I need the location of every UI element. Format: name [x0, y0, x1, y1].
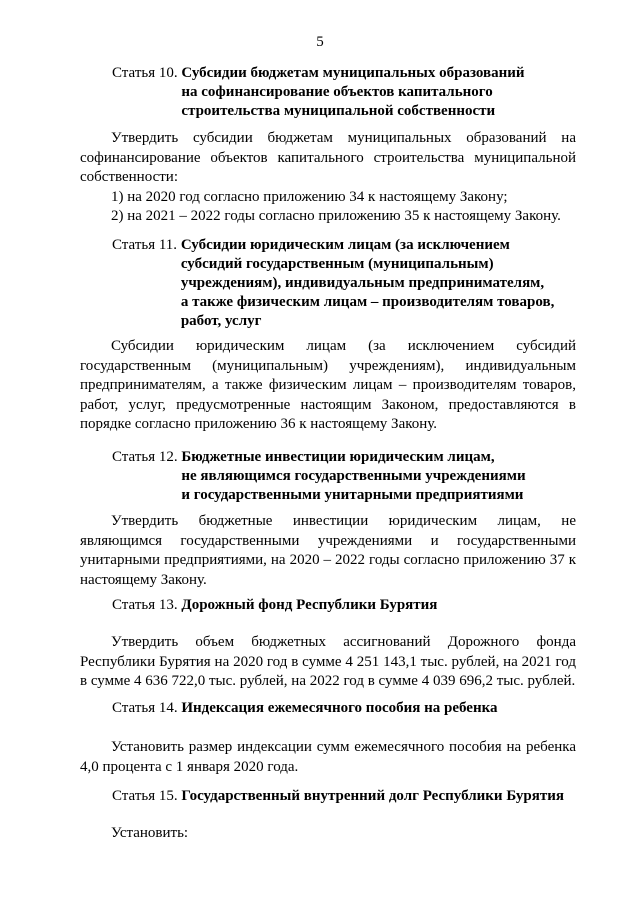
article-label: Статья 11.	[112, 237, 178, 253]
article-title	[181, 596, 437, 615]
article-title	[181, 699, 497, 718]
title-line: Дорожный фонд Республики Бурятия	[181, 597, 438, 613]
title-line: на софинансирование объектов капитального	[181, 84, 493, 100]
article-label: Статья 12.	[112, 449, 178, 465]
title-line: учреждениям), индивидуальным предпринимателям,	[180, 275, 545, 291]
title-line: субсидий государственным (муниципальным)	[180, 256, 494, 272]
article-body	[80, 738, 576, 777]
body-text: Установить размер индексации сумм ежемесячного пособия на ребенка 4,0 процента с 1 января 2020 года.	[80, 739, 576, 775]
article-body	[80, 337, 576, 435]
title-line: Индексация ежемесячного пособия на ребенка	[181, 700, 498, 716]
article-title	[181, 64, 524, 121]
article-heading	[112, 64, 576, 121]
body-text: Установить:	[111, 825, 189, 841]
article-title	[181, 787, 564, 806]
list-item: 2) на 2021 – 2022 годы согласно приложению 35 к настоящему Закону.	[111, 208, 561, 224]
article-title	[181, 236, 555, 331]
article-body	[80, 824, 576, 844]
title-line: Бюджетные инвестиции юридическим лицам,	[181, 449, 495, 465]
article-label: Статья 10.	[112, 65, 178, 81]
article-label: Статья 13.	[112, 597, 178, 613]
article-heading	[112, 787, 576, 806]
article-heading	[112, 699, 576, 718]
article-label: Статья 14.	[112, 700, 178, 716]
article-heading	[112, 236, 576, 331]
article-title	[181, 448, 525, 505]
title-line: а также физическим лицам – производителям товаров,	[180, 294, 555, 310]
body-text: Субсидии юридическим лицам (за исключением субсидий государственным (муниципальным) учреждениям), индивидуальным предпринимателям, а также физическим лицам – производителям товаров, работ, услуг, предусмотренные настоящим Законом, предоставляются в порядке согласно приложению 36 к настоящему Закону.	[80, 338, 576, 432]
title-line: Субсидии юридическим лицам (за исключением	[180, 237, 510, 253]
title-line: Государственный внутренний долг Республики Бурятия	[181, 788, 564, 804]
body-text: Утвердить бюджетные инвестиции юридическим лицам, не являющимся государственными учреждениями и государственными унитарными предприятиями, на 2020 – 2022 годы согласно приложению 37 к настоящему Закону.	[80, 513, 576, 588]
article-body	[80, 633, 576, 692]
article-heading	[112, 448, 576, 505]
title-line: и государственными унитарными предприятиями	[181, 487, 524, 503]
title-line: строительства муниципальной собственности	[181, 103, 496, 119]
title-line: не являющимся государственными учреждениями	[181, 468, 526, 484]
body-text: Утвердить объем бюджетных ассигнований Дорожного фонда Республики Бурятия на 2020 год в сумме 4 251 143,1 тыс. рублей, на 2021 год в сумме 4 636 722,0 тыс. рублей, на 2022 год в сумме 4 039 696,2 тыс. рублей.	[80, 634, 576, 689]
title-line: работ, услуг	[180, 313, 262, 329]
title-line: Субсидии бюджетам муниципальных образований	[181, 65, 525, 81]
body-text: Утвердить субсидии бюджетам муниципальных образований на софинансирование объектов капитального строительства муниципальной собственности:	[80, 130, 576, 185]
list-item: 1) на 2020 год согласно приложению 34 к настоящему Закону;	[111, 188, 508, 205]
article-body	[80, 512, 576, 590]
article-body	[80, 129, 576, 227]
article-heading	[112, 596, 576, 615]
article-label: Статья 15.	[112, 788, 178, 804]
page-number: 5	[316, 34, 324, 50]
